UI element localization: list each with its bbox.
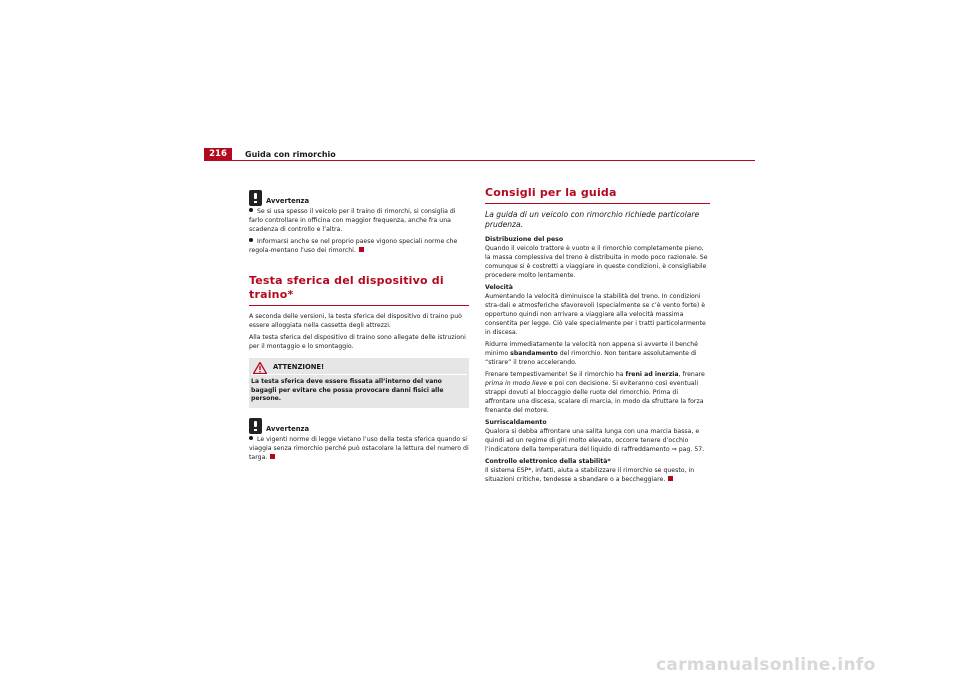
note-info-icon bbox=[249, 190, 262, 206]
subheading-weight: Distribuzione del peso bbox=[485, 236, 564, 243]
text-run: del rimorchio. Non tentare assolutamente di “stirare” il treno accelerando. bbox=[485, 350, 697, 366]
page-number: 216 bbox=[204, 148, 232, 161]
warning-title: ATTENZIONE! bbox=[273, 363, 325, 371]
page-header bbox=[204, 148, 755, 160]
section-title-tow-ball: Testa sferica del dispositivo di traino* bbox=[249, 274, 469, 306]
note-bullet-item bbox=[249, 435, 469, 462]
paragraph-speed: Aumentando la velocità diminuisce la stabilità del treno. In condizioni stra-dali e atmosferiche sfavorevoli (specialmente se c’è vento forte) è opportuno quindi non arrivare a viaggiare alla velocità massima consentita per legge. Ciò vale specialmente per i tratti particolarmente in discesa. bbox=[485, 293, 706, 336]
warning-box bbox=[249, 358, 469, 408]
text-run: Frenare tempestivamente! Se il rimorchio ha bbox=[485, 371, 624, 378]
subheading-esp: Controllo elettronico della stabilità* bbox=[485, 458, 611, 465]
paragraph-brake bbox=[485, 370, 710, 415]
italic-term: prima in modo lieve bbox=[485, 380, 547, 387]
section-end-icon bbox=[668, 476, 673, 481]
note-info-icon bbox=[249, 418, 262, 434]
bullet-icon bbox=[249, 208, 253, 212]
note-block-1 bbox=[249, 186, 469, 255]
left-column bbox=[249, 186, 469, 465]
right-column bbox=[485, 186, 710, 487]
subheading-speed: Velocità bbox=[485, 284, 513, 291]
paragraph-esp bbox=[485, 466, 710, 484]
warning-triangle-icon bbox=[253, 362, 267, 374]
text-run: , frenare bbox=[678, 371, 705, 378]
warning-header bbox=[251, 361, 467, 375]
note-block-2 bbox=[249, 414, 469, 462]
warning-text: La testa sferica deve essere fissata all’interno del vano bagagli per evitare che possa provocare danni fisici alle persone. bbox=[251, 378, 444, 402]
note-bullet-item bbox=[249, 207, 469, 234]
watermark: carmanualsonline.info bbox=[656, 655, 876, 675]
section-end-icon bbox=[359, 247, 364, 252]
text-run: Ridurre immediatamente la velocità non appena si avverte il benché minimo bbox=[485, 341, 698, 357]
paragraph: Alla testa sferica del dispositivo di traino sono allegate delle istruzioni per il montaggio e lo smontaggio. bbox=[249, 334, 466, 350]
bullet-icon bbox=[249, 238, 253, 242]
note-title: Avvertenza bbox=[266, 197, 310, 205]
note-header bbox=[249, 186, 469, 206]
subheading-overheat: Surriscaldamento bbox=[485, 419, 547, 426]
bold-term: freni ad inerzia bbox=[625, 371, 679, 378]
bold-term: sbandamento bbox=[510, 350, 558, 357]
intro-text: La guida di un veicolo con rimorchio richiede particolare prudenza. bbox=[485, 210, 700, 229]
note-bullet-text: Informarsi anche se nel proprio paese vigono speciali norme che regola-mentano l’uso dei rimorchi. bbox=[249, 238, 458, 254]
chapter-title: Guida con rimorchio bbox=[245, 150, 336, 159]
paragraph-weight: Quando il veicolo trattore è vuoto e il rimorchio completamente pieno, la massa complessiva del treno è distribuita in modo poco razionale. Se comunque si è costretti a viaggiare in queste condizioni, è consigliabile procedere molto lentamente. bbox=[485, 245, 708, 279]
note-title: Avvertenza bbox=[266, 424, 310, 433]
bullet-icon bbox=[249, 436, 253, 440]
section-end-icon bbox=[270, 454, 275, 459]
paragraph: A seconda delle versioni, la testa sferica del dispositivo di traino può essere alloggiata nella cassetta degli attrezzi. bbox=[249, 313, 462, 329]
note-bullet-text: Le vigenti norme di legge vietano l’uso della testa sferica quando si viaggia senza rimorchio perché può ostacolare la lettura del numero di targa. bbox=[249, 435, 469, 461]
text-run: Il sistema ESP*, infatti, aiuta a stabilizzare il rimorchio se questo, in situazioni critiche, tendesse a sbandare o a beccheggiare. bbox=[485, 467, 695, 483]
paragraph-skid bbox=[485, 340, 710, 367]
note-header bbox=[249, 414, 469, 434]
header-rule bbox=[204, 160, 755, 161]
note-bullet-item bbox=[249, 237, 469, 255]
text-run: e poi con decisione. Si eviteranno così eventuali strappi dovuti al bloccaggio delle ruote del rimorchio. Prima di affrontare una discesa, scalare di marcia, in modo da sfruttare la forza frenante del motore. bbox=[485, 380, 704, 414]
section-title-driving-tips: Consigli per la guida bbox=[485, 186, 710, 204]
paragraph-overheat: Qualora si debba affrontare una salita lunga con una marcia bassa, e quindi ad un regime di giri molto elevato, occorre tenere d’occhio l’indicatore della temperatura del liquido di raffreddamento ⇒ pag. 57. bbox=[485, 428, 705, 453]
note-bullet-text: Se si usa spesso il veicolo per il traino di rimorchi, si consiglia di farlo controllare in officina con maggior frequenza, anche fra una scadenza di controllo e l’altra. bbox=[249, 208, 456, 233]
